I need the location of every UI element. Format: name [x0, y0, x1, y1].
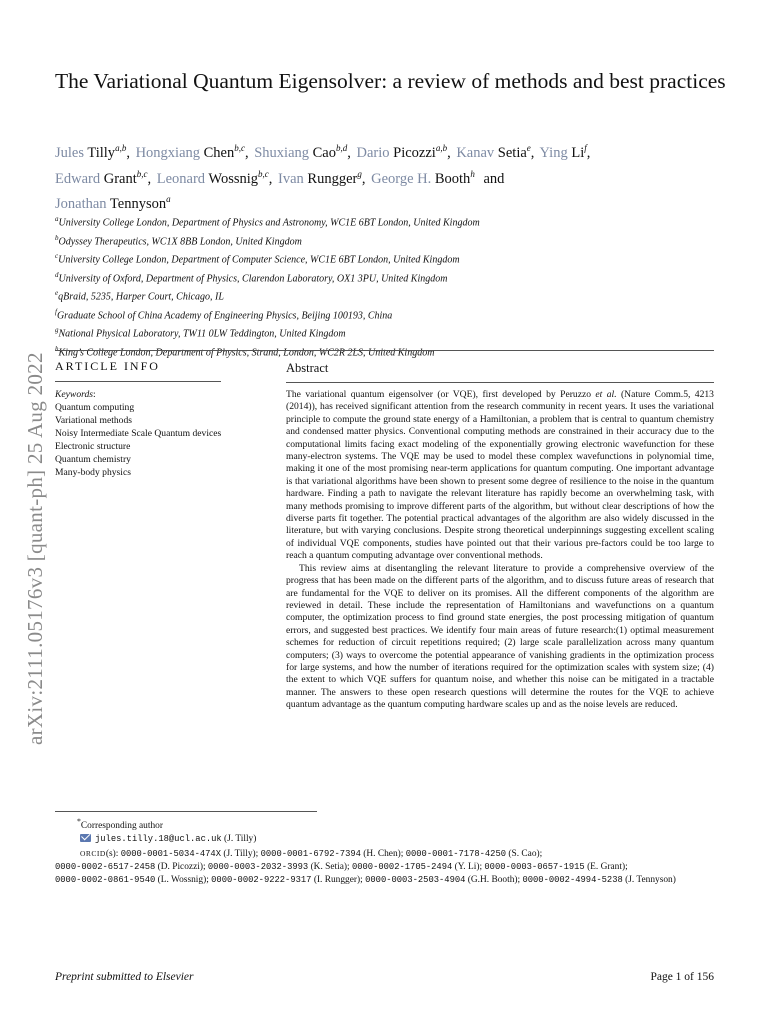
orcid-id[interactable]: 0000-0003-2503-4904: [365, 874, 466, 885]
author-name: Leonard Wossnig$^{b,c}$,: [156, 168, 273, 187]
author-affiliation-mark: b,c: [234, 143, 245, 153]
affiliation-text: Odyssey Therapeutics, WC1X 8BB London, United Kingdom: [58, 235, 302, 247]
affiliation-text: University College London, Department of Physics and Astronomy, WC1E 6BT London, United Kingdom: [58, 217, 480, 229]
affiliation-mark: d: [55, 270, 59, 279]
orcid-id[interactable]: 0000-0003-0657-1915: [484, 861, 585, 872]
footer-page-number: Page 1 of 156: [650, 971, 714, 983]
footnote-rule: [55, 811, 317, 812]
orcid-id[interactable]: 0000-0002-0861-9540: [55, 874, 156, 885]
orcid-id[interactable]: 0000-0002-4994-5238: [522, 874, 623, 885]
author-affiliation-mark: g: [357, 168, 362, 179]
orcid-id[interactable]: 0000-0002-9222-9317: [211, 874, 312, 885]
email-line: jules.tilly.18@ucl.ac.uk (J. Tilly): [55, 833, 735, 846]
author-name: Kanav Setia$^e$,: [456, 143, 535, 161]
affiliation-mark: c: [55, 252, 59, 261]
author-affiliation-mark: e: [526, 143, 531, 153]
author-affiliation-mark: a: [166, 194, 171, 205]
article-info-heading: ARTICLE INFO: [55, 359, 160, 373]
author-affiliation-mark: b,d: [336, 143, 348, 153]
affiliation-line: [55, 212, 735, 231]
affiliation-mark: f: [55, 307, 57, 316]
paper-title: The Variational Quantum Eigensolver: a review of methods and best practices: [55, 69, 726, 93]
author-name: Hongxiang Chen$^{b,c}$,: [135, 143, 249, 161]
author-affiliation-mark: f: [584, 143, 587, 153]
keyword-item: Electronic structure: [55, 441, 131, 452]
orcid-line: ORCID(s): 0000-0001-5034-474X (J. Tilly); 0000-0001-6792-7394 (H. Chen); 0000-0001-7178-4250 (S. Cao);: [80, 848, 543, 859]
affiliation-line: [55, 286, 735, 305]
affiliation-line: [55, 323, 735, 342]
email-link[interactable]: jules.tilly.18@ucl.ac.uk: [95, 834, 222, 845]
author-affiliation-mark: b,c: [136, 168, 148, 179]
orcid-line: 0000-0002-0861-9540 (L. Wossnig); 0000-0002-9222-9317 (I. Rungger); 0000-0003-2503-4904 (G.H. Booth); 0000-0002-4994-5238 (J. Tennyson): [55, 874, 676, 885]
author-name: [371, 168, 475, 187]
affiliation-line: [55, 305, 735, 324]
orcid-id[interactable]: 0000-0002-6517-2458: [55, 861, 156, 872]
author-first-name: Ying: [539, 144, 568, 161]
author-last-name: Li: [571, 144, 585, 161]
author-first-name: Shuxiang: [254, 144, 310, 161]
orcid-line: 0000-0002-6517-2458 (D. Picozzi); 0000-0003-2032-3993 (K. Setia); 0000-0002-1705-2494 (Y. Li); 0000-0003-0657-1915 (E. Grant);: [55, 861, 628, 872]
author-last-name: Wossnig: [208, 170, 259, 187]
keywords-block: Keywords: Quantum computing Variational methods Noisy Intermediate Scale Quantum devices Electronic structure Quantum chemistry Many-body physics: [55, 388, 225, 479]
author-name: Edward Grant$^{b,c}$,: [55, 168, 152, 187]
author-affiliation-mark: b,c: [258, 168, 269, 179]
author-list: [55, 138, 735, 215]
author-name: Ying Li$^f$,: [539, 143, 591, 161]
orcid-id[interactable]: 0000-0001-6792-7394: [260, 848, 361, 859]
footer-journal: Preprint submitted to Elsevier: [55, 971, 194, 983]
author-first-name: Dario: [356, 144, 390, 161]
author-last-name: Cao: [312, 144, 336, 161]
article-info-rule: [55, 381, 221, 382]
author-name: Ivan Rungger$^g$,: [278, 168, 366, 187]
affiliation-text: King’s College London, Department of Physics, Strand, London, WC2R 2LS, United Kingdom: [58, 347, 435, 359]
keyword-list: [55, 401, 225, 479]
author-affiliation-mark: a,b: [115, 143, 127, 153]
abstract-heading: Abstract: [286, 361, 329, 375]
author-first-name: Edward: [55, 170, 101, 187]
orcid-id[interactable]: 0000-0002-1705-2494: [351, 861, 453, 872]
author-last-name: Tennyson: [109, 196, 167, 213]
author-conjunction: and: [483, 170, 505, 187]
author-first-name: Ivan: [278, 170, 304, 187]
abstract-body: [286, 389, 714, 712]
author-affiliation-mark: a,b: [435, 143, 448, 153]
orcid-id[interactable]: 0000-0003-2032-3993: [207, 861, 309, 872]
author-first-name: Kanav: [456, 144, 495, 161]
header-divider: [55, 350, 714, 351]
affiliation-text: Graduate School of China Academy of Engineering Physics, Beijing 100193, China: [56, 309, 393, 321]
author-last-name: Tilly: [87, 144, 116, 161]
affiliation-mark: h: [55, 344, 59, 353]
author-name: Jules Tilly$^{a,b}$,: [55, 143, 130, 161]
orcid-id[interactable]: 0000-0001-7178-4250: [405, 848, 507, 859]
author-last-name: Grant: [103, 170, 137, 187]
author-first-name: George H.: [371, 170, 432, 187]
envelope-icon: [80, 834, 91, 842]
author-name: [55, 196, 171, 212]
keyword-item: Variational methods: [55, 415, 132, 426]
keywords-label: Keywords: [55, 389, 94, 400]
arxiv-stamp: arXiv:2111.05176v3 [quant-ph] 25 Aug 2022: [23, 352, 47, 745]
author-first-name: Jules: [55, 144, 84, 161]
abstract-paragraph-1: The variational quantum eigensolver (or VQE), first developed by Peruzzo et al. (Nature Comm.5, 4213 (2014)), has received significant attention from the research community in recent years. It uses the variational principle to compute the ground state energy of a Hamiltonian, a problem that is central to quantum chemistry and condensed matter physics. Conventional computing methods are constrained in their accuracy due to the computational limits facing exact modeling of the exponentially growing electronic wavefunction for these many-electron systems. The VQE may be used to model these complex wavefunctions in polynomial time, making it one of the most promising near-term applications for quantum computing. One important advantage is that variational algorithms have been shown to present some degree of resilience to the noise in the quantum hardware. Finding a path to navigate the relevant literature has rapidly become an overwhelming task, with many methods promising to improve different parts of the algorithm, but without clear descriptions of how the diverse parts fit together. The potential practical advantages of the algorithm are also widely discussed in the literature, but with varying conclusions. Despite strong theoretical underpinnings suggesting excellent scaling of individual VQE components, studies have pointed out that their various pre-factors could be too large to reach a quantum computing advantage over conventional methods.: [286, 389, 714, 562]
corresponding-note: *Corresponding author: [77, 817, 163, 832]
footnotes: [55, 815, 735, 887]
keyword-item: Many-body physics: [55, 467, 131, 478]
author-last-name: Picozzi: [393, 144, 436, 161]
keyword-item: Noisy Intermediate Scale Quantum devices: [55, 428, 222, 439]
affiliation-text: National Physical Laboratory, TW11 0LW Teddington, United Kingdom: [58, 328, 346, 340]
author-name: Dario Picozzi$^{a,b}$,: [356, 143, 451, 161]
affiliation-text: qBraid, 5235, Harper Court, Chicago, IL: [58, 291, 224, 303]
affiliation-list: [55, 212, 735, 360]
keyword-item: Quantum computing: [55, 402, 135, 413]
et-al: et al.: [595, 389, 617, 400]
affiliation-mark: e: [55, 289, 59, 298]
keyword-item: Quantum chemistry: [55, 454, 131, 465]
author-first-name: Jonathan: [55, 196, 107, 213]
author-last-name: Setia: [497, 144, 527, 161]
affiliation-line: [55, 268, 735, 287]
affiliation-line: [55, 249, 735, 268]
abstract-paragraph-2: This review aims at disentangling the relevant literature to provide a comprehensive overview of the progress that has been made on the different parts of the algorithm, and to discuss future areas of research that are fundamental for the VQE to deliver on its promises. All the different components of the algorithm are reviewed in detail. These include the representation of Hamiltonians and wavefunctions on a quantum computer, the optimization process to find ground state energies, the post processing mitigation of quantum errors, and suggested best practices. We identify four main areas of future research:(1) optimal measurement schemes for reduction of circuit repetitions required; (2) large scale parallelization across many quantum computers; (3) ways to overcome the potential appearance of vanishing gradients in the optimization process for large systems, and how the number of iterations required for the optimization scales with system size; (4) the extent to which VQE suffers for quantum noise, and whether this noise can be mitigated in a tractable manner. The answers to these open research questions will determine the routes for the VQE to achieve quantum advantage as the quantum computing hardware scales up and as the noise levels are reduced.: [286, 562, 714, 711]
affiliation-text: University of Oxford, Department of Physics, Clarendon Laboratory, OX1 3PU, United Kingdom: [58, 272, 448, 284]
affiliation-mark: a: [55, 215, 59, 223]
orcid-id[interactable]: 0000-0001-5034-474X: [120, 848, 221, 859]
author-name: Shuxiang Cao$^{b,d}$,: [254, 143, 351, 161]
affiliation-text: University College London, Department of Computer Science, WC1E 6BT London, United Kingdom: [58, 254, 460, 266]
author-affiliation-mark: h: [470, 168, 475, 179]
affiliation-mark: g: [55, 326, 59, 335]
author-first-name: Hongxiang: [135, 144, 200, 161]
author-last-name: Chen: [203, 144, 235, 161]
author-last-name: Rungger: [307, 170, 358, 187]
author-last-name: Booth: [434, 170, 471, 187]
orcid-list: [55, 847, 735, 888]
orcid-label: ORCID: [80, 848, 106, 858]
abstract-rule: [286, 382, 714, 383]
affiliation-mark: b: [55, 233, 59, 242]
affiliation-line: [55, 231, 735, 250]
author-first-name: Leonard: [156, 170, 206, 187]
